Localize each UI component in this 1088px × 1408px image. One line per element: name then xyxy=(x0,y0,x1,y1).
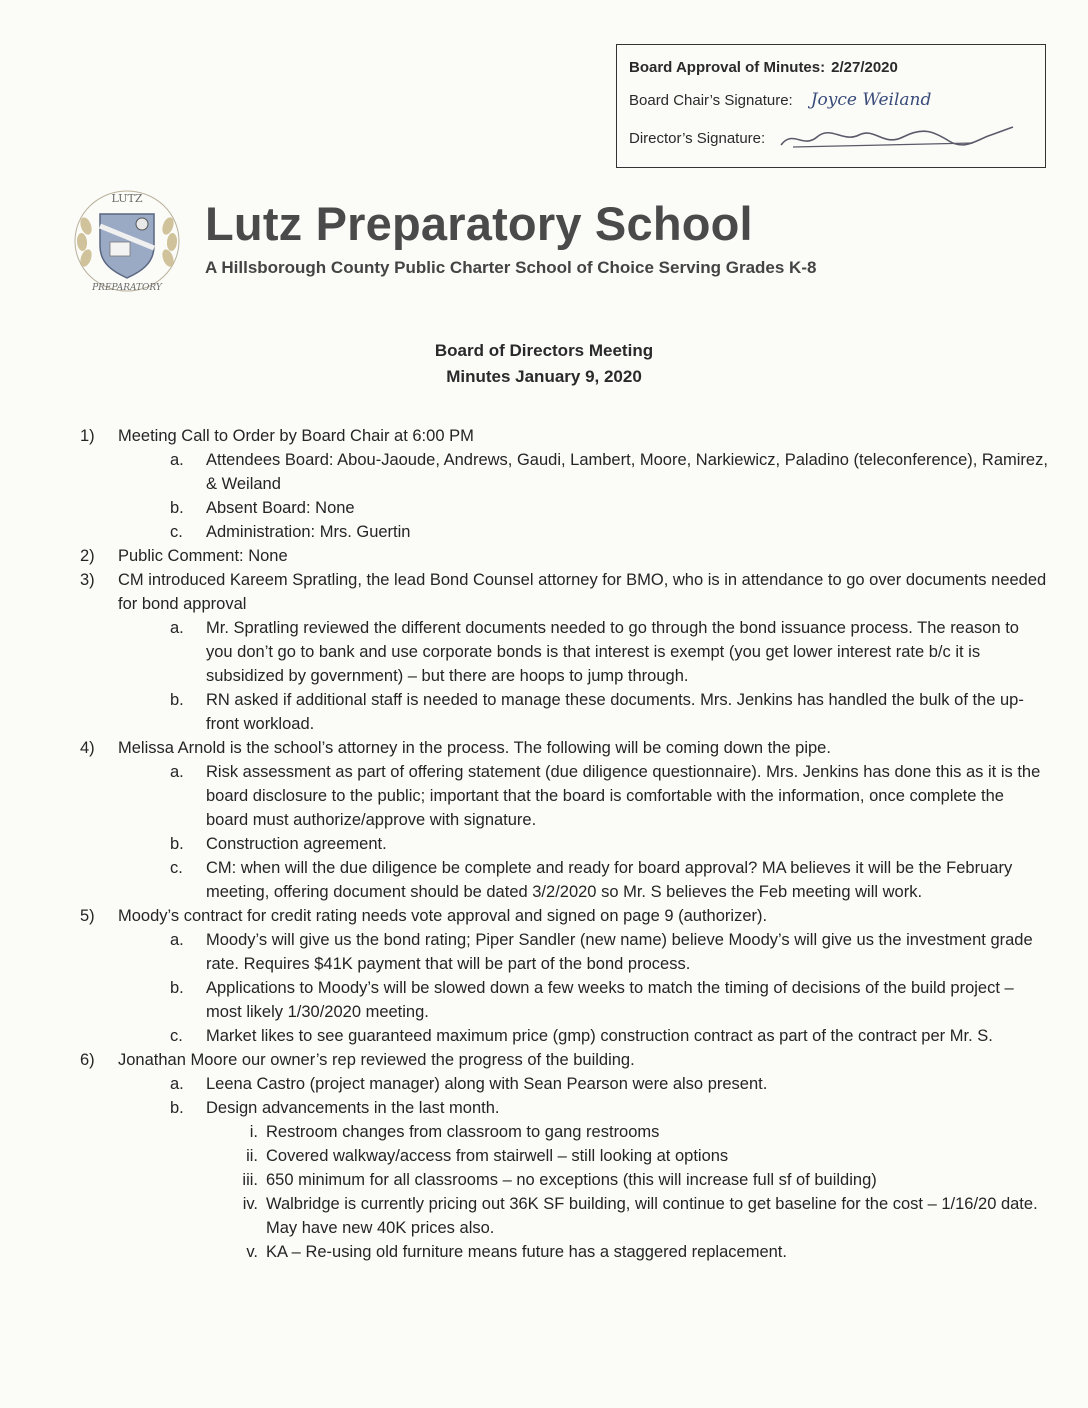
approval-box xyxy=(616,44,1046,168)
roman-text: 650 minimum for all classrooms – no exceptions (this will increase full sf of building) xyxy=(266,1171,877,1189)
director-signature-label: Director’s Signature: xyxy=(629,129,766,147)
minutes-item xyxy=(80,568,1050,616)
crest-bottom-text: PREPARATORY xyxy=(92,283,162,293)
minutes-subitem xyxy=(170,1024,1050,1048)
subitem-text: Leena Castro (project manager) along with Sean Pearson were also present. xyxy=(206,1075,768,1093)
subitem-letter: b. xyxy=(170,499,184,517)
roman-numeral: i. xyxy=(249,1123,258,1141)
roman-numeral: iv. xyxy=(242,1195,258,1213)
subitem-letter: c. xyxy=(170,1027,183,1045)
crest-top-text: LUTZ xyxy=(111,192,143,205)
minutes-item xyxy=(80,736,1050,760)
subitem-text: Applications to Moody’s will be slowed down a few weeks to match the timing of decisions of the build project – most likely 1/30/2020 meeting. xyxy=(206,979,1014,1021)
subitem-text: CM: when will the due diligence be complete and ready for board approval? MA believes it will be the February meeting, offering document should be dated 3/2/2020 so Mr. S believes the Feb meeting will work. xyxy=(206,859,1013,901)
minutes-roman-item xyxy=(220,1144,1050,1168)
minutes-subitem xyxy=(170,832,1050,856)
item-text: Jonathan Moore our owner’s rep reviewed the progress of the building. xyxy=(118,1051,635,1069)
school-title: Lutz Preparatory School xyxy=(205,197,753,250)
item-text: Melissa Arnold is the school’s attorney in the process. The following will be coming down the pipe. xyxy=(118,739,831,757)
meeting-title: Board of Directors Meeting xyxy=(434,341,654,360)
item-number: 6) xyxy=(80,1051,95,1069)
subitem-text: Risk assessment as part of offering statement (due diligence questionnaire). Mrs. Jenkins has done this as it is the board disclosure to the public; important that the board is comfortable with the information, once complete the board must authorize/approve with signature. xyxy=(206,763,1041,829)
chair-signature-label: Board Chair’s Signature: xyxy=(629,91,793,109)
minutes-subitem xyxy=(170,760,1050,832)
minutes-subitem xyxy=(170,976,1050,1024)
meeting-date: Minutes January 9, 2020 xyxy=(446,367,642,386)
item-text: Meeting Call to Order by Board Chair at 6:00 PM xyxy=(118,427,474,445)
minutes-subitem xyxy=(170,520,1050,544)
minutes-item xyxy=(80,1048,1050,1072)
subitem-letter: c. xyxy=(170,523,183,541)
subitem-letter: b. xyxy=(170,1099,184,1117)
subitem-letter: a. xyxy=(170,1075,184,1093)
minutes-item xyxy=(80,424,1050,448)
school-crest-logo xyxy=(68,186,186,296)
subitem-text: Construction agreement. xyxy=(206,835,387,853)
minutes-subitem xyxy=(170,688,1050,736)
minutes-subitem xyxy=(170,496,1050,520)
chair-signature-row xyxy=(629,81,1033,119)
item-number: 2) xyxy=(80,547,95,565)
chair-signature: Joyce Weiland xyxy=(810,90,932,110)
minutes-subitem xyxy=(170,928,1050,976)
minutes-roman-item xyxy=(220,1192,1050,1240)
meeting-heading xyxy=(0,338,1088,390)
subitem-text: Absent Board: None xyxy=(206,499,355,517)
subitem-letter: b. xyxy=(170,835,184,853)
minutes-item xyxy=(80,544,1050,568)
minutes-item xyxy=(80,904,1050,928)
roman-text: Restroom changes from classroom to gang restrooms xyxy=(266,1123,660,1141)
subitem-text: Design advancements in the last month. xyxy=(206,1099,500,1117)
item-text: CM introduced Kareem Spratling, the lead Bond Counsel attorney for BMO, who is in attendance to go over documents needed for bond approval xyxy=(118,571,1047,613)
subitem-letter: a. xyxy=(170,451,184,469)
minutes-roman-item xyxy=(220,1120,1050,1144)
subitem-text: Administration: Mrs. Guertin xyxy=(206,523,411,541)
director-signature xyxy=(773,123,1023,153)
subitem-text: Mr. Spratling reviewed the different documents needed to go through the bond issuance process. The reason to you don’t go to bank and use corporate bonds is that interest is exempt (you get lower interest rate b/c it is subsidized by government) – but there are hoops to jump through. xyxy=(206,619,1019,685)
subitem-letter: b. xyxy=(170,979,184,997)
roman-text: Covered walkway/access from stairwell – still looking at options xyxy=(266,1147,729,1165)
approval-label: Board Approval of Minutes: xyxy=(629,58,826,76)
subitem-letter: a. xyxy=(170,931,184,949)
subitem-letter: c. xyxy=(170,859,183,877)
roman-numeral: v. xyxy=(246,1243,258,1261)
subitem-letter: a. xyxy=(170,763,184,781)
item-text: Public Comment: None xyxy=(118,547,288,565)
minutes-subitem xyxy=(170,856,1050,904)
minutes-body xyxy=(80,424,1050,1264)
subitem-text: Moody’s will give us the bond rating; Piper Sandler (new name) believe Moody’s will give us the investment grade rate. Requires $41K payment that will be part of the bond process. xyxy=(206,931,1033,973)
director-signature-row xyxy=(629,119,1033,157)
subitem-text: Attendees Board: Abou-Jaoude, Andrews, Gaudi, Lambert, Moore, Narkiewicz, Paladino (teleconference), Ramirez, & Weiland xyxy=(206,451,1048,493)
roman-text: Walbridge is currently pricing out 36K SF building, will continue to get baseline for the cost – 1/16/20 date. May have new 40K prices also. xyxy=(266,1195,1038,1237)
item-text: Moody’s contract for credit rating needs vote approval and signed on page 9 (authorizer). xyxy=(118,907,768,925)
subitem-text: Market likes to see guaranteed maximum price (gmp) construction contract as part of the contract per Mr. S. xyxy=(206,1027,993,1045)
approval-row xyxy=(629,53,1033,81)
item-number: 3) xyxy=(80,571,95,589)
minutes-subitem xyxy=(170,1072,1050,1096)
subitem-letter: b. xyxy=(170,691,184,709)
roman-numeral: iii. xyxy=(242,1171,258,1189)
minutes-subitem xyxy=(170,1096,1050,1120)
item-number: 1) xyxy=(80,427,95,445)
roman-numeral: ii. xyxy=(246,1147,258,1165)
subitem-text: RN asked if additional staff is needed to manage these documents. Mrs. Jenkins has handled the bulk of the up-front workload. xyxy=(206,691,1024,733)
minutes-roman-item xyxy=(220,1168,1050,1192)
minutes-roman-item xyxy=(220,1240,1050,1264)
roman-text: KA – Re-using old furniture means future has a staggered replacement. xyxy=(266,1243,787,1261)
minutes-subitem xyxy=(170,616,1050,688)
subitem-letter: a. xyxy=(170,619,184,637)
item-number: 5) xyxy=(80,907,95,925)
school-subtitle: A Hillsborough County Public Charter School of Choice Serving Grades K-8 xyxy=(205,258,817,277)
approval-date: 2/27/2020 xyxy=(831,58,898,76)
minutes-subitem xyxy=(170,448,1050,496)
item-number: 4) xyxy=(80,739,95,757)
